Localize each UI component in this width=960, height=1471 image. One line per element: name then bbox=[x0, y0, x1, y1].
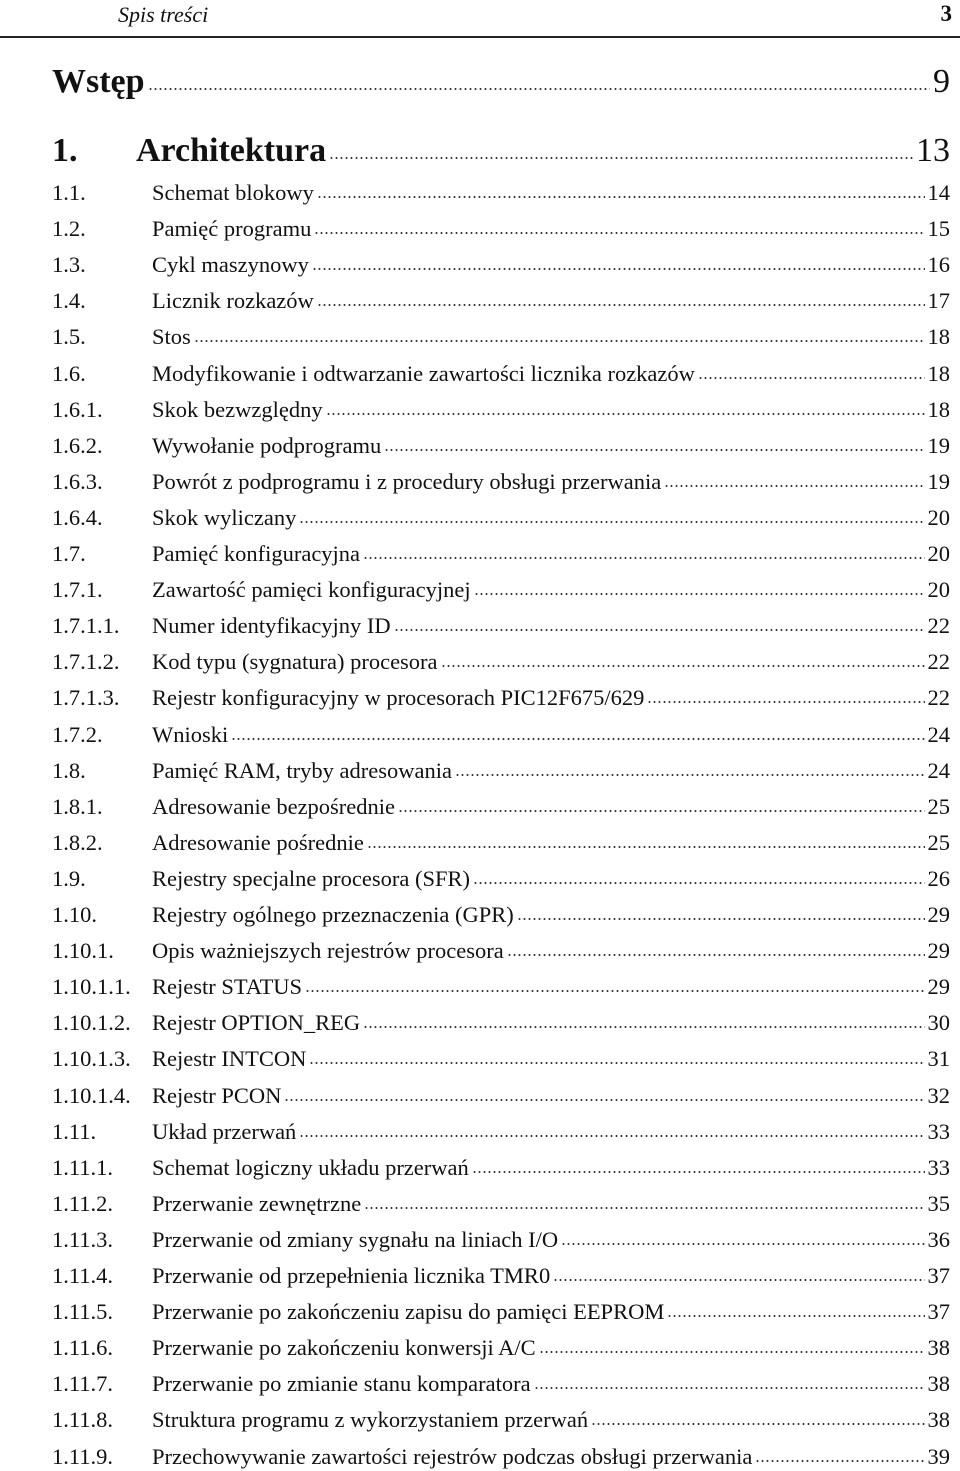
toc-entry[interactable] bbox=[52, 576, 950, 604]
toc-entry-number: 1.11.3. bbox=[52, 1227, 114, 1252]
toc-entry[interactable] bbox=[52, 1226, 950, 1254]
toc-entry-page: 22 bbox=[927, 649, 950, 674]
toc-entry-title: Wnioski bbox=[152, 722, 229, 747]
toc-entry-title: Przerwanie od przepełnienia licznika TMR0 bbox=[152, 1263, 551, 1288]
dot-leader bbox=[539, 1351, 925, 1353]
toc-entry-number: 1.2. bbox=[52, 216, 86, 241]
toc-entry-number: 1.9. bbox=[52, 866, 86, 891]
dot-leader bbox=[664, 485, 924, 487]
toc-entry-number: 1.5. bbox=[52, 324, 86, 349]
toc-entry-title: Rejestry ogólnego przeznaczenia (GPR) bbox=[152, 902, 514, 927]
toc-entry-title: Architektura bbox=[136, 132, 327, 169]
dot-leader bbox=[317, 196, 925, 198]
toc-entry-page: 24 bbox=[927, 722, 950, 747]
toc-entry[interactable] bbox=[52, 251, 950, 279]
toc-entry[interactable] bbox=[52, 540, 950, 568]
toc-entry-number: 1.11.7. bbox=[52, 1371, 114, 1396]
toc-entry[interactable] bbox=[52, 1009, 950, 1037]
toc-entry[interactable] bbox=[52, 1262, 950, 1290]
toc-entry-title: Pamięć programu bbox=[152, 216, 312, 241]
dot-leader bbox=[305, 990, 924, 992]
toc-entry-title: Numer identyfikacyjny ID bbox=[152, 613, 391, 638]
toc-entry-title: Rejestr STATUS bbox=[152, 974, 303, 999]
toc-entry-number: 1.3. bbox=[52, 252, 86, 277]
dot-leader bbox=[441, 665, 925, 667]
toc-entry[interactable] bbox=[52, 1443, 950, 1471]
toc-entry[interactable] bbox=[52, 684, 950, 712]
toc-entry-page: 37 bbox=[927, 1263, 950, 1288]
dot-leader bbox=[517, 918, 925, 920]
dot-leader bbox=[394, 629, 925, 631]
toc-entry-page: 15 bbox=[927, 216, 950, 241]
toc-entry-page: 38 bbox=[927, 1407, 950, 1432]
toc-entry-title: Schemat logiczny układu przerwań bbox=[152, 1155, 469, 1180]
toc-entry[interactable] bbox=[52, 937, 950, 965]
toc-entry-title: Przechowywanie zawartości rejestrów podczas obsługi przerwania bbox=[152, 1444, 753, 1469]
dot-leader bbox=[314, 232, 924, 234]
toc-entry-title: Przerwanie po zakończeniu zapisu do pamięci EEPROM bbox=[152, 1299, 665, 1324]
toc-entry-number: 1.6. bbox=[52, 361, 86, 386]
toc-entry-number: 1.8.2. bbox=[52, 830, 103, 855]
toc-entry-title: Przerwanie po zakończeniu konwersji A/C bbox=[152, 1335, 536, 1360]
toc-entry-page: 19 bbox=[927, 433, 950, 458]
dot-leader bbox=[299, 1135, 924, 1137]
toc-entry[interactable] bbox=[52, 396, 950, 424]
toc-entry-page: 22 bbox=[927, 613, 950, 638]
dot-leader bbox=[507, 954, 925, 956]
toc-entry[interactable] bbox=[52, 504, 950, 532]
dot-leader bbox=[667, 1315, 924, 1317]
toc-entry-number: 1.11.4. bbox=[52, 1263, 114, 1288]
dot-leader bbox=[363, 1026, 924, 1028]
toc-entry-page: 20 bbox=[927, 577, 950, 602]
toc-entry-page: 36 bbox=[927, 1227, 950, 1252]
dot-leader bbox=[231, 738, 924, 740]
toc-entry[interactable] bbox=[52, 793, 950, 821]
toc-entry-number: 1.11.6. bbox=[52, 1335, 114, 1360]
toc-entry-title: Przerwanie zewnętrzne bbox=[152, 1191, 362, 1216]
toc-entry-title: Licznik rozkazów bbox=[152, 288, 314, 313]
toc-entry-page: 31 bbox=[927, 1046, 950, 1071]
toc-entry-number: 1.7.1.1. bbox=[52, 613, 120, 638]
toc-entry-title: Powrót z podprogramu i z procedury obsługi przerwania bbox=[152, 469, 662, 494]
dot-leader bbox=[309, 1062, 924, 1064]
toc-entry-page: 29 bbox=[927, 902, 950, 927]
toc-entry-page: 20 bbox=[927, 505, 950, 530]
dot-leader bbox=[553, 1279, 924, 1281]
toc-entry-number: 1.7.1.2. bbox=[52, 649, 120, 674]
toc-entry[interactable] bbox=[52, 432, 950, 460]
toc-entry-title: Przerwanie po zmianie stanu komparatora bbox=[152, 1371, 531, 1396]
toc-entry[interactable] bbox=[52, 179, 950, 207]
toc-entry[interactable] bbox=[52, 1370, 950, 1398]
toc-entry-number: 1.10. bbox=[52, 902, 97, 927]
toc-entry-number: 1.10.1.4. bbox=[52, 1083, 131, 1108]
toc-entry-page: 38 bbox=[927, 1371, 950, 1396]
toc-entry-title: Skok bezwzględny bbox=[152, 397, 323, 422]
toc-entry-number: 1.10.1.3. bbox=[52, 1046, 131, 1071]
dot-leader bbox=[329, 157, 913, 159]
toc-entry-page: 39 bbox=[927, 1444, 950, 1469]
dot-leader bbox=[473, 882, 924, 884]
toc-entry-page: 38 bbox=[927, 1335, 950, 1360]
toc-entry-number: 1.10.1. bbox=[52, 938, 114, 963]
dot-leader bbox=[317, 304, 925, 306]
toc-entry-title: Rejestr PCON bbox=[152, 1083, 282, 1108]
toc-entry-title: Wywołanie podprogramu bbox=[152, 433, 382, 458]
toc-entry-title: Rejestr INTCON bbox=[152, 1046, 307, 1071]
toc-entry-number: 1.11.9. bbox=[52, 1444, 114, 1469]
toc-entry-page: 37 bbox=[927, 1299, 950, 1324]
toc-entry-page: 18 bbox=[927, 361, 950, 386]
toc-entry[interactable] bbox=[52, 1334, 950, 1362]
toc-entry[interactable] bbox=[52, 648, 950, 676]
toc-entry[interactable] bbox=[52, 901, 950, 929]
toc-entry[interactable] bbox=[52, 1118, 950, 1146]
dot-leader bbox=[534, 1387, 925, 1389]
toc-entry[interactable] bbox=[52, 1082, 950, 1110]
toc-entry[interactable] bbox=[52, 721, 950, 749]
toc-entry-title: Adresowanie pośrednie bbox=[152, 830, 364, 855]
toc-entry[interactable] bbox=[52, 757, 950, 785]
dot-leader bbox=[364, 1207, 924, 1209]
toc-entry-title: Rejestr OPTION_REG bbox=[152, 1010, 361, 1035]
toc-entry-page: 13 bbox=[916, 132, 950, 169]
toc-entry-number: 1.7.2. bbox=[52, 722, 103, 747]
toc-entry-number: 1.8. bbox=[52, 758, 86, 783]
toc-entry-number: 1.11.1. bbox=[52, 1155, 114, 1180]
toc-entry-title: Modyfikowanie i odtwarzanie zawartości licznika rozkazów bbox=[152, 361, 695, 386]
toc-entry-page: 16 bbox=[927, 252, 950, 277]
toc-entry-page: 17 bbox=[927, 288, 950, 313]
toc-entry[interactable] bbox=[52, 1190, 950, 1218]
toc-entry-number: 1.6.2. bbox=[52, 433, 103, 458]
toc-entry-title: Pamięć RAM, tryby adresowania bbox=[152, 758, 452, 783]
toc-entry-number: 1.10.1.2. bbox=[52, 1010, 131, 1035]
dot-leader bbox=[561, 1243, 924, 1245]
toc-entry[interactable] bbox=[52, 468, 950, 496]
toc-entry-page: 22 bbox=[927, 685, 950, 710]
running-header-title: Spis treści bbox=[118, 2, 209, 27]
toc-entry-number: 1.11. bbox=[52, 1119, 97, 1144]
toc-entry-page: 20 bbox=[927, 541, 950, 566]
toc-entry-title: Zawartość pamięci konfiguracyjnej bbox=[152, 577, 471, 602]
toc-entry[interactable] bbox=[52, 323, 950, 351]
toc-entry-title: Pamięć konfiguracyjna bbox=[152, 541, 361, 566]
toc-entry-page: 32 bbox=[927, 1083, 950, 1108]
toc-entry-title: Schemat blokowy bbox=[152, 180, 314, 205]
toc-entry-page: 14 bbox=[927, 180, 950, 205]
toc-entry[interactable] bbox=[52, 612, 950, 640]
toc-entry-number: 1.11.8. bbox=[52, 1407, 114, 1432]
toc-entry-number: 1.7. bbox=[52, 541, 86, 566]
toc-entry-title: Opis ważniejszych rejestrów procesora bbox=[152, 938, 504, 963]
toc-entry-number: 1.6.3. bbox=[52, 469, 103, 494]
dot-leader bbox=[647, 701, 924, 703]
page-number: 3 bbox=[940, 1, 952, 26]
dot-leader bbox=[698, 377, 925, 379]
dot-leader bbox=[591, 1423, 924, 1425]
toc-entry-number: 1.6.1. bbox=[52, 397, 103, 422]
toc-entry-title: Wstęp bbox=[52, 63, 145, 100]
toc-entry-title: Kod typu (sygnatura) procesora bbox=[152, 649, 438, 674]
toc-entry-page: 33 bbox=[927, 1119, 950, 1144]
toc-entry[interactable] bbox=[52, 215, 950, 243]
dot-leader bbox=[384, 449, 924, 451]
toc-entry-page: 18 bbox=[927, 324, 950, 349]
dot-leader bbox=[398, 810, 924, 812]
toc-entry-title: Układ przerwań bbox=[152, 1119, 297, 1144]
dot-leader bbox=[284, 1099, 924, 1101]
dot-leader bbox=[148, 88, 930, 90]
toc-entry-page: 24 bbox=[927, 758, 950, 783]
toc-entry-title: Adresowanie bezpośrednie bbox=[152, 794, 396, 819]
toc-chapter-entry[interactable] bbox=[52, 131, 950, 171]
toc-entry-page: 33 bbox=[927, 1155, 950, 1180]
dot-leader bbox=[472, 1171, 925, 1173]
toc-entry[interactable] bbox=[52, 973, 950, 1001]
toc-entry-title: Struktura programu z wykorzystaniem przerwań bbox=[152, 1407, 589, 1432]
toc-entry-title: Rejestr konfiguracyjny w procesorach PIC12F675/629 bbox=[152, 685, 645, 710]
toc-entry-number: 1.11.2. bbox=[52, 1191, 114, 1216]
toc-entry[interactable] bbox=[52, 360, 950, 388]
dot-leader bbox=[474, 593, 925, 595]
toc-entry-page: 25 bbox=[927, 794, 950, 819]
page-header bbox=[0, 0, 960, 38]
toc-entry-page: 29 bbox=[927, 938, 950, 963]
dot-leader bbox=[367, 846, 925, 848]
toc-entry[interactable] bbox=[52, 287, 950, 315]
dot-leader bbox=[312, 268, 925, 270]
toc-entry-number: 1.11.5. bbox=[52, 1299, 114, 1324]
toc-entry-number: 1.10.1.1. bbox=[52, 974, 131, 999]
toc-entry-page: 25 bbox=[927, 830, 950, 855]
dot-leader bbox=[326, 413, 925, 415]
toc-entry-number: 1.8.1. bbox=[52, 794, 103, 819]
toc-entry-title: Rejestry specjalne procesora (SFR) bbox=[152, 866, 471, 891]
toc-entry-title: Skok wyliczany bbox=[152, 505, 297, 530]
dot-leader bbox=[299, 521, 924, 523]
toc-entry-number: 1.7.1. bbox=[52, 577, 103, 602]
toc-entry-page: 26 bbox=[927, 866, 950, 891]
toc-entry-title: Stos bbox=[152, 324, 191, 349]
toc-entry[interactable] bbox=[52, 1406, 950, 1434]
toc-entry-page: 30 bbox=[927, 1010, 950, 1035]
toc-entry-page: 19 bbox=[927, 469, 950, 494]
dot-leader bbox=[363, 557, 924, 559]
toc-entry[interactable] bbox=[52, 1045, 950, 1073]
toc-entry-number: 1.1. bbox=[52, 180, 86, 205]
toc-entry-number: 1.6.4. bbox=[52, 505, 103, 530]
toc-entry-page: 29 bbox=[927, 974, 950, 999]
dot-leader bbox=[455, 774, 925, 776]
toc-entry-number: 1.7.1.3. bbox=[52, 685, 120, 710]
toc-entry[interactable] bbox=[52, 829, 950, 857]
dot-leader bbox=[194, 340, 925, 342]
toc-entry-page: 18 bbox=[927, 397, 950, 422]
toc-entry-number: 1.4. bbox=[52, 288, 86, 313]
toc-entry-number: 1. bbox=[52, 132, 78, 169]
toc-entry-title: Przerwanie od zmiany sygnału na liniach I/O bbox=[152, 1227, 559, 1252]
toc-entry-title: Cykl maszynowy bbox=[152, 252, 309, 277]
toc-entry[interactable] bbox=[52, 1154, 950, 1182]
toc-entry[interactable] bbox=[52, 865, 950, 893]
toc-entry[interactable] bbox=[52, 1298, 950, 1326]
toc-intro-entry[interactable] bbox=[52, 62, 950, 102]
toc-entry-page: 9 bbox=[933, 63, 950, 100]
toc-entry-page: 35 bbox=[927, 1191, 950, 1216]
dot-leader bbox=[755, 1460, 924, 1462]
